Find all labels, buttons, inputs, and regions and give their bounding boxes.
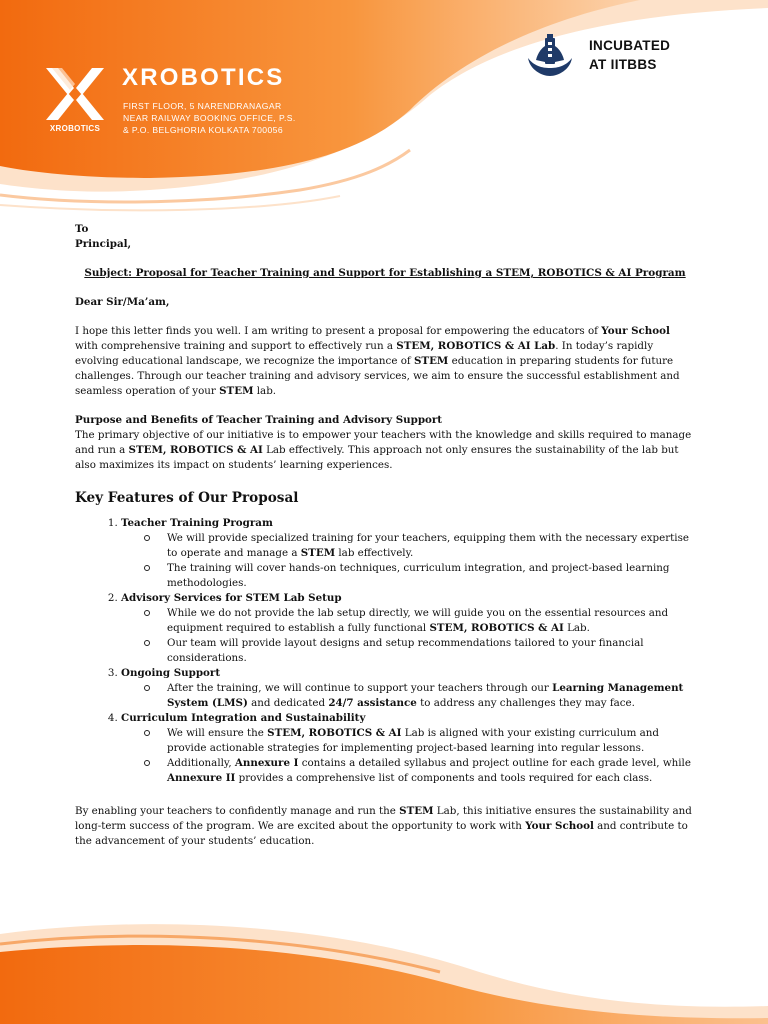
purpose-heading: Purpose and Benefits of Teacher Training and Advisory Support [75,414,443,426]
feature-bullets [121,681,695,711]
letter-body [75,222,695,849]
features-list [75,516,695,786]
feature-bullet: Our team will provide layout designs and setup recommendations tailored to your financial considerations. [167,636,695,666]
address-line: & P.O. BELGHORIA KOLKATA 700056 [123,125,284,135]
feature-bullet: Additionally, Annexure I contains a detailed syllabus and project outline for each grade level, while Annexure II provides a comprehensive list of components and tools required for each class. [167,756,695,786]
feature-item [121,516,695,591]
feature-title: Advisory Services for STEM Lab Setup [121,592,342,604]
brand-name: XROBOTICS [122,64,285,91]
feature-item [121,666,695,711]
feature-bullets [121,531,695,591]
feature-bullet: While we do not provide the lab setup directly, we will guide you on the essential resources and equipment required to establish a fully functional STEM, ROBOTICS & AI Lab. [167,606,695,636]
iitbbs-emblem-icon [524,30,576,78]
letter-to: To [75,223,89,235]
feature-bullets [121,726,695,786]
letter-subject: Subject: Proposal for Teacher Training and Support for Establishing a STEM, ROBOTICS & AI Program [84,267,686,279]
feature-item [121,711,695,786]
salutation: Dear Sir/Ma’am, [75,296,170,308]
address-line: NEAR RAILWAY BOOKING OFFICE, P.S. [123,113,296,123]
feature-bullets [121,606,695,666]
feature-title: Teacher Training Program [121,517,273,529]
feature-bullet: The training will cover hands-on techniques, curriculum integration, and project-based learning methodologies. [167,561,695,591]
incubation-label [589,36,670,74]
closing-paragraph: By enabling your teachers to confidently manage and run the STEM Lab, this initiative ensures the sustainability and long-term success of the program. We are excited about the opportunity to work with Your School and contribute to the advancement of your students’ education. [75,805,692,847]
feature-title: Curriculum Integration and Sustainability [121,712,366,724]
feature-title: Ongoing Support [121,667,221,679]
address-line: FIRST FLOOR, 5 NARENDRANAGAR [123,101,282,111]
letter-recipient: Principal, [75,238,132,250]
purpose-paragraph: The primary objective of our initiative is to empower your teachers with the knowledge and skills required to manage and run a STEM, ROBOTICS & AI Lab effectively. This approach not only ensures the sustainability of the lab but also maximizes its impact on students’ learning experiences. [75,429,692,471]
feature-bullet: After the training, we will continue to support your teachers through our Learning Management System (LMS) and dedicated 24/7 assistance to address any challenges they may face. [167,681,695,711]
key-features-heading: Key Features of Our Proposal [75,490,299,506]
footer-swoosh [0,914,768,1024]
intro-paragraph: I hope this letter finds you well. I am writing to present a proposal for empowering the educators of Your School with comprehensive training and support to effectively run a STEM, ROBOTICS & AI Lab. In today’s rapidly evolving educational landscape, we recognize the importance of STEM education in preparing students for future challenges. Through our teacher training and advisory services, we aim to ensure the successful establishment and seamless operation of your STEM lab. [75,325,680,397]
incubation-line: INCUBATED [589,38,671,53]
feature-bullet: We will ensure the STEM, ROBOTICS & AI Lab is aligned with your existing curriculum and provide actionable strategies for implementing project-based learning into regular lessons. [167,726,695,756]
xrobotics-logo-icon [44,66,106,122]
incubation-line: AT IITBBS [589,57,657,72]
header-swoosh [0,0,768,215]
company-address [123,100,343,136]
feature-item [121,591,695,666]
logo-label: XROBOTICS [49,124,101,133]
feature-bullet: We will provide specialized training for your teachers, equipping them with the necessary expertise to operate and manage a STEM lab effectively. [167,531,695,561]
